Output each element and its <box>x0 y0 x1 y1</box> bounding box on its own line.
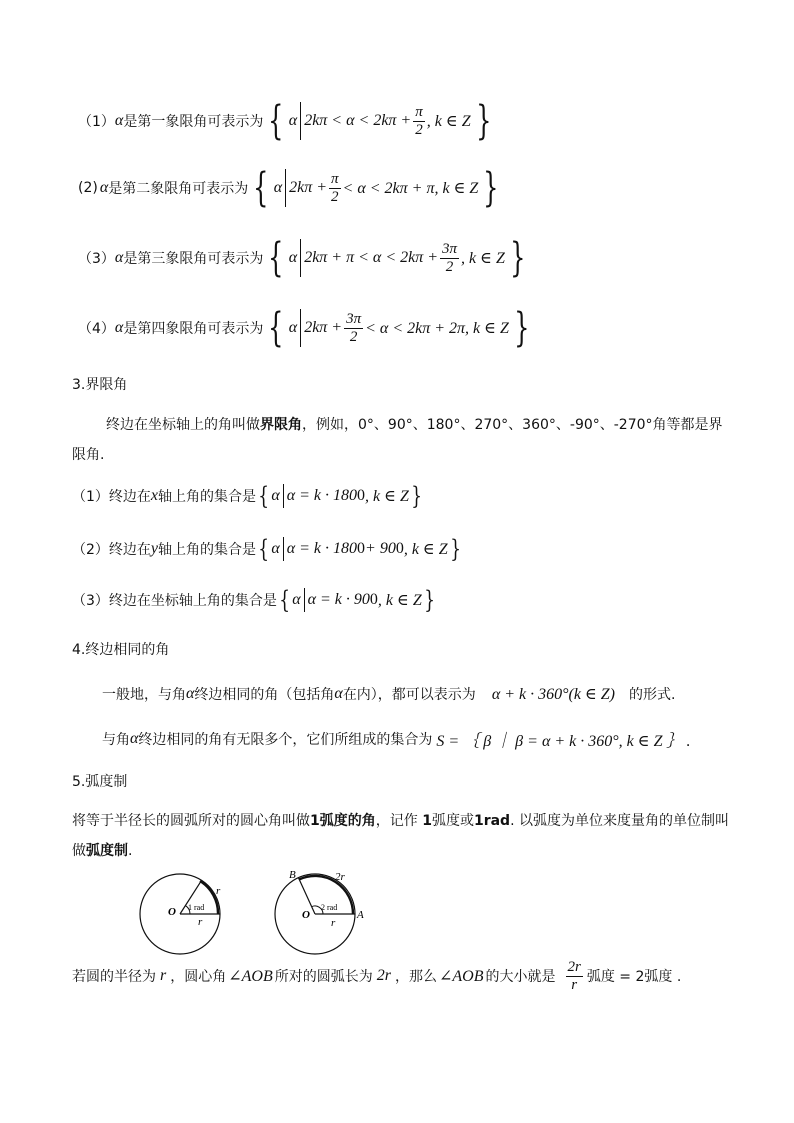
set-bar <box>285 169 286 207</box>
quadrant-3-line <box>78 235 530 281</box>
section-3-title: 3.界限角 <box>72 377 128 393</box>
section-4-paragraph-2: 与角 α 终边相同的角有无限多个，它们所组成的集合为 S = ｛ β ｜ β = α + k · 360°, k ∈ Z ｝ . <box>102 725 690 753</box>
inequality-left: 2kπ < <box>304 112 343 129</box>
alpha-symbol: α <box>114 249 124 266</box>
coterminal-set: S = ｛ β ｜ β = α + k · 360°, k ∈ Z ｝ . <box>436 732 691 750</box>
section-5-paragraph-2: 若圆的半径为 r ，圆心角 ∠AOB 所对的圆弧长为 2r ，那么 ∠AOB 的大小就是 $\frac{2r}{r}$ 弧度 = 2弧度 . <box>72 958 682 993</box>
item-number: （3） <box>78 251 115 267</box>
arc-label: r <box>216 885 221 897</box>
alpha-symbol: α <box>114 319 124 336</box>
set-bar <box>300 309 301 347</box>
set-var: α <box>288 319 298 336</box>
section-4-title: 4.终边相同的角 <box>72 642 170 658</box>
right-brace: } <box>411 482 422 510</box>
set-tail: , k ∈ Z <box>461 250 505 267</box>
inequality-var: α <box>346 112 355 129</box>
section-5-title: 5.弧度制 <box>72 774 128 790</box>
axis-y-var: y <box>150 540 159 557</box>
set-tail: , k ∈ Z <box>426 113 471 130</box>
set-bar <box>300 102 301 140</box>
item-number: （1） <box>78 114 115 130</box>
right-brace: } <box>449 535 461 563</box>
set-var: α <box>288 112 298 129</box>
general-angle-formula: α + k · 360°(k ∈ Z) <box>491 686 616 703</box>
two-radian-figure <box>265 866 375 958</box>
alpha-symbol: α <box>114 112 124 129</box>
angle-label: 1 rad <box>188 903 205 912</box>
left-brace: { <box>268 235 284 281</box>
angle-label: 2 rad <box>321 903 338 912</box>
point-a-label: A <box>357 909 364 921</box>
quadrant-2-line <box>78 165 504 211</box>
section-4-paragraph-1: 一般地，与角 α 终边相同的角（包括角 α 在内），都可以表示为 α + k · 360°(k ∈ Z) 的形式. <box>102 685 676 703</box>
right-brace: } <box>513 305 530 351</box>
left-brace: { <box>258 535 270 563</box>
fraction: $\frac{\pi}{2}$ <box>331 170 339 205</box>
ratio-fraction: $\frac{2r}{r}$ <box>567 958 581 993</box>
quadrant-desc: 是第四象限角可表示为 <box>123 321 264 337</box>
quadrant-desc: 是第一象限角可表示为 <box>123 114 264 130</box>
center-label: O <box>168 906 176 918</box>
quadrant-desc: 是第三象限角可表示为 <box>123 251 264 267</box>
set-var: α <box>288 249 298 266</box>
one-radian-figure <box>130 868 240 960</box>
section-5-paragraph-1: 将等于半径长的圆弧所对的圆心角叫做1弧度的角，记作 1弧度或1rad. 以弧度为单位来度量角的单位制叫做弧度制. <box>72 813 729 859</box>
inequality-left: 2kπ + <box>289 179 328 196</box>
item-number: (2) <box>78 180 98 196</box>
center-label: O <box>302 909 310 921</box>
arc-label: 2r <box>335 871 345 883</box>
inequality-left: 2kπ + <box>304 319 343 336</box>
left-brace: { <box>268 305 284 351</box>
inequality-left: 2kπ + π < α < 2kπ + <box>304 249 439 266</box>
right-brace: } <box>483 165 499 211</box>
fraction: $\frac{3\pi}{2}$ <box>346 310 362 345</box>
left-brace: { <box>268 98 284 144</box>
radius-label: r <box>331 917 336 929</box>
left-brace: { <box>279 586 290 614</box>
axes-set: （3）终边在坐标轴上角的集合是 { α α = k · 90 0 , k ∈ Z } <box>72 586 435 614</box>
inequality-right: < α < 2kπ + 2π, k ∈ Z <box>365 320 509 337</box>
point-b-label: B <box>289 869 296 881</box>
section-3-paragraph: 终边在坐标轴上的角叫做界限角，例如，0°、90°、180°、270°、360°、-90°、-270°角等都是界限角. <box>72 417 723 463</box>
set-bar <box>283 484 284 508</box>
right-brace: } <box>509 235 526 281</box>
alpha-symbol: α <box>99 179 109 196</box>
set-bar <box>300 239 301 277</box>
axis-x-set: （1）终边在 x 轴上角的集合是 { α α = k · 180 0 , k ∈ Z } <box>72 482 422 510</box>
radius-label: r <box>198 916 203 928</box>
quadrant-1-line <box>78 98 496 144</box>
axis-x-var: x <box>150 487 159 504</box>
quadrant-desc: 是第二象限角可表示为 <box>108 181 249 197</box>
inequality-right: < α < 2kπ + π, k ∈ Z <box>342 180 479 197</box>
set-bar <box>304 588 305 612</box>
axis-y-set: （2）终边在 y 轴上角的集合是 { α α = k · 180 0 + 90 0 , k ∈ Z } <box>72 535 461 563</box>
item-number: （4） <box>78 321 115 337</box>
left-brace: { <box>253 165 269 211</box>
right-brace: } <box>475 98 491 144</box>
right-brace: } <box>424 586 435 614</box>
set-bar <box>283 537 284 561</box>
fraction: $\frac{\pi}{2}$ <box>415 103 423 138</box>
inequality-right: < 2kπ + <box>358 112 412 129</box>
set-var: α <box>273 179 283 196</box>
left-brace: { <box>258 482 270 510</box>
fraction: $\frac{3\pi}{2}$ <box>442 240 458 275</box>
quadrant-4-line <box>78 305 534 351</box>
